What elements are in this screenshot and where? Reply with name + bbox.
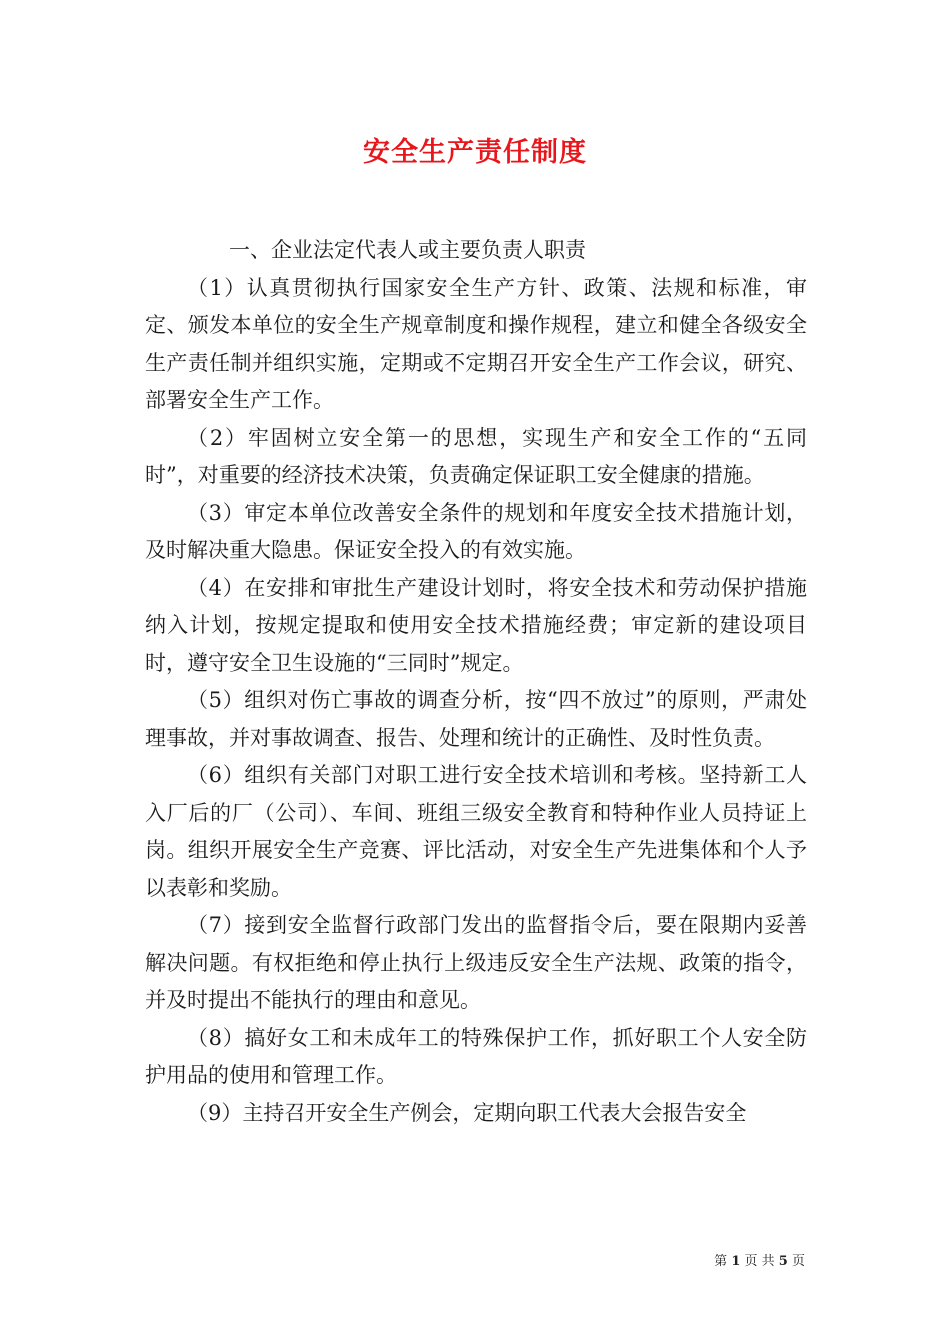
paragraph-6: （6）组织有关部门对职工进行安全技术培训和考核。坚持新工人入厂后的厂（公司）、车间、班组三级安全教育和特种作业人员持证上岗。组织开展安全生产竞赛、评比活动，对安全生产先进集体和个人予以表彰和奖励。 (145, 763, 807, 900)
footer-prefix: 第 (714, 1254, 728, 1269)
paragraph-1: （1）认真贯彻执行国家安全生产方针、政策、法规和标准，审定、颁发本单位的安全生产规章制度和操作规程，建立和健全各级安全生产责任制并组织实施，定期或不定期召开安全生产工作会议，研究、部署安全生产工作。 (145, 275, 807, 412)
document-title: 安全生产责任制度 (363, 137, 587, 168)
page-number-footer (714, 1250, 805, 1269)
paragraph-7: （7）接到安全监督行政部门发出的监督指令后，要在限期内妥善解决问题。有权拒绝和停止执行上级违反安全生产法规、政策的指令，并及时提出不能执行的理由和意见。 (145, 913, 807, 1012)
paragraph-4: （4）在安排和审批生产建设计划时，将安全技术和劳动保护措施纳入计划，按规定提取和使用安全技术措施经费；审定新的建设项目时，遵守安全卫生设施的“三同时”规定。 (145, 575, 807, 675)
paragraph-3: （3）审定本单位改善安全条件的规划和年度安全技术措施计划，及时解决重大隐患。保证安全投入的有效实施。 (145, 500, 807, 562)
paragraph-8: （8）搞好女工和未成年工的特殊保护工作，抓好职工个人安全防护用品的使用和管理工作。 (145, 1025, 807, 1087)
footer-middle: 页 共 (744, 1254, 775, 1269)
paragraph-5: （5）组织对伤亡事故的调查分析，按“四不放过”的原则，严肃处理事故，并对事故调查、报告、处理和统计的正确性、及时性负责。 (145, 688, 807, 750)
total-pages-number: 5 (778, 1254, 788, 1269)
section-heading: 一、企业法定代表人或主要负责人职责 (229, 238, 586, 262)
paragraph-9: （9）主持召开安全生产例会，定期向职工代表大会报告安全 (187, 1100, 747, 1125)
paragraph-2: （2）牢固树立安全第一的思想，实现生产和安全工作的“五同时”，对重要的经济技术决策，负责确定保证职工安全健康的措施。 (145, 425, 807, 487)
current-page-number: 1 (731, 1254, 741, 1269)
footer-suffix: 页 (791, 1254, 805, 1269)
document-body (145, 232, 807, 1132)
